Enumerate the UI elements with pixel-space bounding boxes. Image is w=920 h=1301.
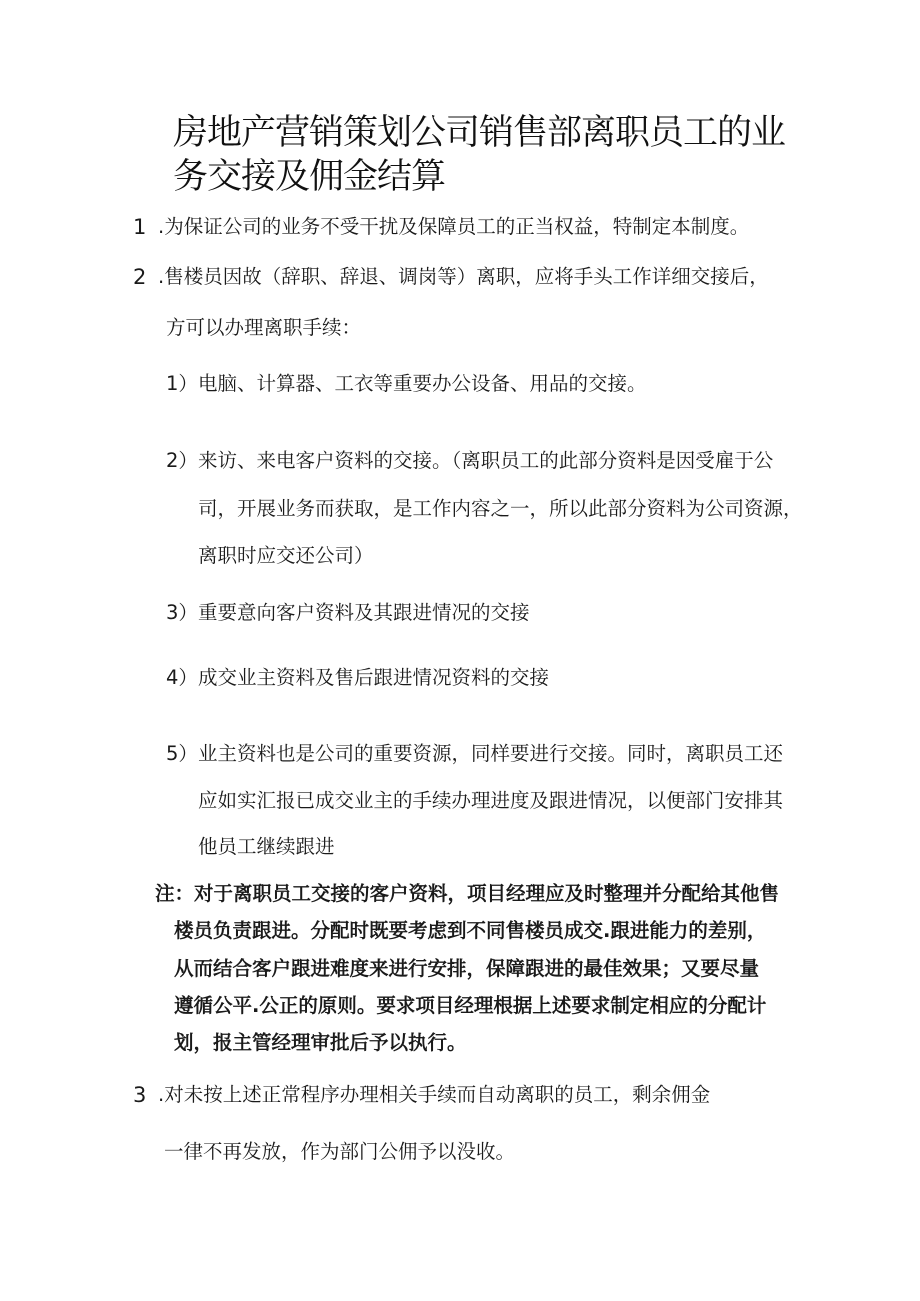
item-3-line-1: 重要意向客户资料及其跟进情况的交接 (198, 601, 530, 624)
section-3-line-2: 一律不再发放，作为部门公佣予以没收。 (164, 1140, 516, 1163)
item-5-marker: 5） (166, 742, 198, 765)
section-3-number: 3 (133, 1083, 147, 1107)
item-2-line-3: 离职时应交还公司） (198, 544, 374, 567)
section-1-number: 1 (133, 215, 147, 239)
item-4-line-1: 成交业主资料及售后跟进情况资料的交接 (198, 666, 550, 689)
note-line-1: 注：对于离职员工交接的客户资料，项目经理应及时整理并分配给其他售 (155, 882, 780, 905)
item-5-line-3: 他员工继续跟进 (198, 835, 335, 858)
doc-title-line-1: 房地产营销策划公司销售部离职员工的业 (173, 113, 786, 153)
item-4-marker: 4） (166, 666, 198, 689)
item-3-marker: 3） (166, 601, 198, 624)
note-line-4: 遵循公平.公正的原则。要求项目经理根据上述要求制定相应的分配计 (174, 994, 767, 1017)
item-2-line-1: 来访、来电客户资料的交接。（离职员工的此部分资料是因受雇于公 (198, 449, 774, 472)
section-3-line-1: .对未按上述正常程序办理相关手续而自动离职的员工，剩余佣金 (158, 1083, 711, 1106)
item-1-line-1: 电脑、计算器、工衣等重要办公设备、用品的交接。 (198, 372, 647, 395)
section-2-number: 2 (133, 265, 147, 289)
section-2-line-2: 方可以办理离职手续： (166, 316, 362, 339)
section-1-text: .为保证公司的业务不受干扰及保障员工的正当权益，特制定本制度。 (158, 215, 750, 238)
doc-title-line-2: 务交接及佣金结算 (173, 157, 446, 197)
item-2-line-2: 司，开展业务而获取，是工作内容之一，所以此部分资料为公司资源， (198, 497, 803, 520)
section-2-line-1: .售楼员因故（辞职、辞退、调岗等）离职，应将手头工作详细交接后， (158, 265, 769, 288)
item-2-marker: 2） (166, 449, 198, 472)
note-line-3: 从而结合客户跟进难度来进行安排，保障跟进的最佳效果；又要尽量 (174, 957, 760, 980)
note-line-5: 划，报主管经理审批后予以执行。 (174, 1031, 467, 1054)
item-5-line-1: 业主资料也是公司的重要资源，同样要进行交接。同时，离职员工还 (198, 742, 784, 765)
item-1-marker: 1） (166, 372, 198, 395)
note-line-2: 楼员负责跟进。分配时既要考虑到不同售楼员成交.跟进能力的差别， (174, 919, 767, 942)
item-5-line-2: 应如实汇报已成交业主的手续办理进度及跟进情况，以便部门安排其 (198, 789, 784, 812)
